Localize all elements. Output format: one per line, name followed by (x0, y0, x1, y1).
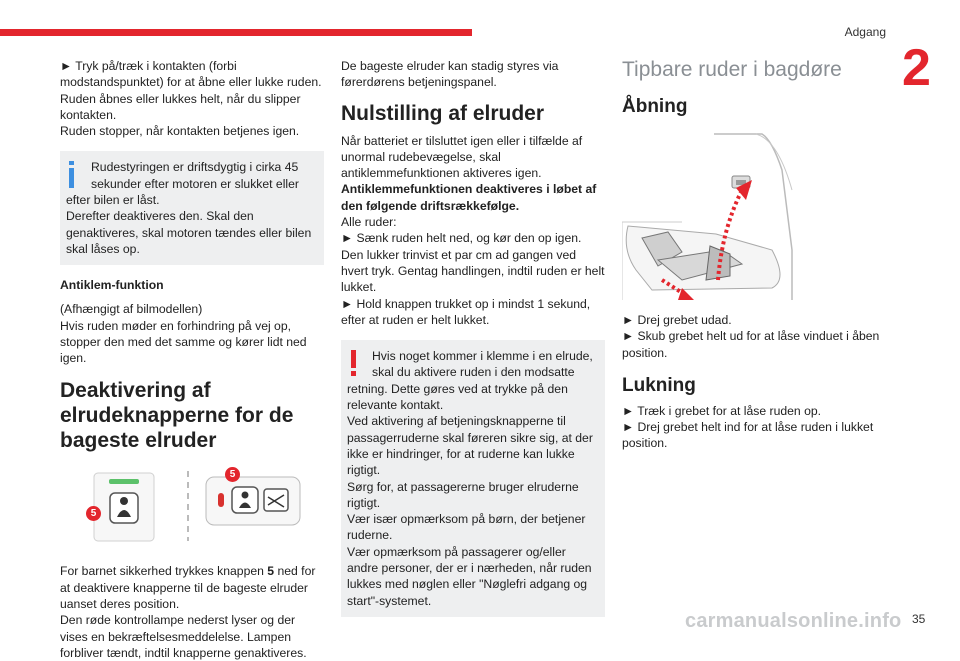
warning-text: Ved aktivering af betjeningsknapperne til passagerruderne skal føreren sikre sig, at der ikke er hindringer, for at ruderne kan lukke rigtigt. (347, 414, 593, 478)
warning-box (341, 340, 605, 617)
paragraph: Ruden åbnes eller lukkes helt, når du slipper kontakten. (60, 91, 301, 122)
info-box (60, 151, 324, 265)
warning-text: Hvis noget kommer i klemme i en elrude, skal du aktivere ruden i den modsatte retning. Dette gøres ved at trykke på den relevante kontakt. (347, 349, 593, 413)
instruction-text: ► Drej grebet helt ind for at låse ruden i lukket position. (622, 420, 874, 451)
paragraph: De bageste elruder kan stadig styres via førerdørens betjeningspanel. (341, 59, 559, 90)
callout-5-right: 5 (225, 467, 240, 482)
opening-heading: Åbning (622, 96, 688, 117)
child-lock-figure (60, 467, 324, 545)
instruction-text: ► Drej grebet udad. (622, 313, 732, 327)
column-3 (622, 58, 886, 452)
section-title: Adgang (844, 25, 886, 39)
paragraph: Den lukker trinvist et par cm ad gangen ved hvert tryk. Gentag handlingen, indtil ruden er helt lukket. (341, 247, 605, 295)
instruction-text: ► Træk i grebet for at låse ruden op. (622, 403, 822, 418)
info-text: Rudestyringen er driftsdygtig i cirka 45 sekunder efter motoren er slukket eller efter bilen er låst. (66, 160, 299, 208)
paragraph: For barnet sikkerhed trykkes knappen 5 ned for at deaktivere knapperne til de bageste elruder uanset deres position. (60, 564, 316, 612)
callout-5-left: 5 (86, 506, 101, 521)
column-1 (60, 58, 324, 661)
warning-icon (347, 348, 369, 378)
info-text: Derefter deaktiveres den. Skal den genaktiveres, skal motoren tændes eller bilen skal låses op. (66, 209, 312, 256)
instruction-text: ► Skub grebet helt ud for at låse vinduet i åben position. (622, 329, 880, 360)
deactivation-heading: Deaktivering af elrudeknapperne for de bageste elruder (60, 379, 294, 453)
window-latch-illustration (622, 130, 886, 302)
page-number: 35 (912, 612, 926, 626)
top-accent-bar (0, 29, 472, 36)
paragraph: Alle ruder: (341, 215, 397, 230)
paragraph: Når batteriet er tilsluttet igen eller i tilfælde af unormal rudebevægelse, skal antiklemmefunktionen aktiveres igen. (341, 133, 583, 181)
paragraph: (Afhængigt af bilmodellen) (60, 302, 203, 317)
paragraph: Ruden stopper, når kontakten betjenes igen. (60, 124, 300, 139)
instruction-text: ► Tryk på/træk i kontakten (forbi modstandspunktet) for at åbne eller lukke ruden. (60, 59, 322, 90)
instruction-text: ► Sænk ruden helt ned, og kør den op igen. (341, 231, 582, 246)
warning-text: Vær opmærksom på passagerer og/eller andre personer, der er i nærheden, når ruden lukkes med nøglen eller "Nøglefri adgang og start"-systemet. (347, 544, 592, 608)
closing-heading: Lukning (622, 374, 696, 396)
watermark: carmanualsonline.info (685, 610, 902, 632)
warning-text: Vær især opmærksom på børn, der betjener ruderne. (347, 512, 586, 543)
reset-heading: Nulstilling af elruder (341, 101, 545, 125)
child-lock-buttons-illustration (60, 467, 324, 545)
paragraph-bold: Antiklemmefunktionen deaktiveres i løbet af den følgende driftsrækkefølge. (341, 182, 597, 213)
antiklem-heading: Antiklem-funktion (60, 278, 164, 293)
window-latch-figure (622, 130, 886, 302)
paragraph: Hvis ruden møder en forhindring på vej op, stopper den med det samme og kører lidt ned igen. (60, 318, 307, 366)
info-icon (66, 159, 88, 189)
column-2 (341, 58, 605, 617)
instruction-text: ► Hold knappen trukket op i mindst 1 sekund, efter at ruden er helt lukket. (341, 296, 591, 327)
paragraph: Den røde kontrollampe nederst lyser og der vises en bekræftelsesmeddelelse. Lampen forbliver tændt, indtil knapperne genaktiveres. (60, 613, 307, 660)
chapter-number: 2 (902, 39, 931, 97)
warning-text: Sørg for, at passagererne bruger elruderne rigtigt. (347, 479, 579, 510)
tilting-windows-heading: Tipbare ruder i bagdøre (622, 58, 842, 81)
